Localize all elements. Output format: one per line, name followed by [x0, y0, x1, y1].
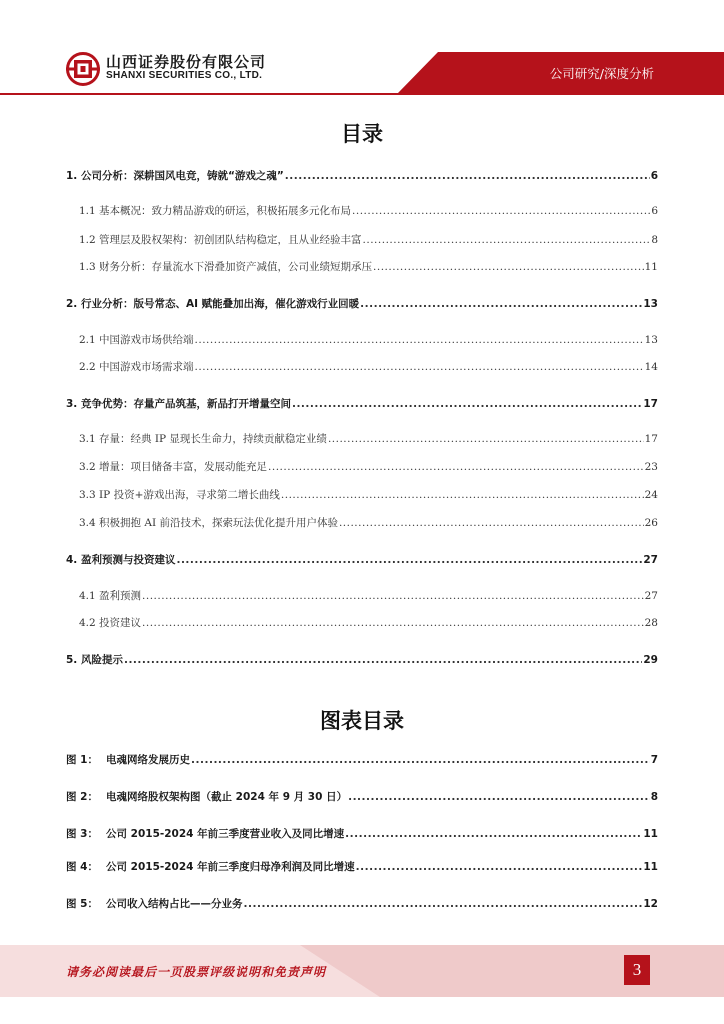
- toc-entry-label: 3.3 IP 投资+游戏出海，寻求第二增长曲线: [79, 489, 280, 501]
- disclaimer-text: 请务必阅读最后一页股票评级说明和免责声明: [66, 965, 327, 979]
- toc-entry-page: 17: [643, 398, 658, 410]
- dot-leader: [195, 361, 644, 373]
- dot-leader: [328, 433, 644, 445]
- dot-leader: [373, 261, 644, 273]
- section-label: 公司研究/深度分析: [549, 66, 654, 81]
- dot-leader: [191, 754, 650, 766]
- toc-entry[interactable]: [66, 296, 658, 311]
- toc-entry-label: 1. 公司分析：深耕国风电竞，铸就“游戏之魂”: [66, 170, 284, 182]
- toc-entry-page: 28: [644, 617, 658, 629]
- figure-entry-label: [66, 752, 190, 767]
- dot-leader: [345, 828, 642, 840]
- figure-entry-page: 11: [643, 828, 658, 840]
- figure-entry-page: 7: [650, 754, 658, 766]
- toc-entry-label: 4.1 盈利预测: [79, 590, 142, 602]
- toc-entry[interactable]: [66, 168, 658, 183]
- dot-leader: [244, 898, 643, 910]
- toc-entry-label: 2.2 中国游戏市场需求端: [79, 361, 194, 373]
- page-header: [0, 0, 724, 100]
- figure-number: 图 5：: [66, 898, 98, 910]
- toc-entry-label: 2.1 中国游戏市场供给端: [79, 334, 194, 346]
- company-name-cn: 山西证券股份有限公司: [106, 53, 267, 71]
- figure-title: 电魂网络股权架构图（截止 2024 年 9 月 30 日）: [106, 791, 348, 803]
- toc-entry-label: 2. 行业分析：版号常态、AI 赋能叠加出海，催化游戏行业回暖: [66, 298, 360, 310]
- toc-entry-page: 6: [650, 170, 658, 182]
- figure-entry-label: [66, 859, 355, 874]
- toc-entry[interactable]: [79, 232, 658, 247]
- figure-number: 图 3：: [66, 828, 98, 840]
- dot-leader: [352, 205, 650, 217]
- figure-entry[interactable]: [66, 789, 658, 804]
- company-logo-icon: [66, 52, 100, 86]
- toc-entry-page: 14: [644, 361, 658, 373]
- figure-number: 图 4：: [66, 861, 98, 873]
- figure-entry-label: [66, 789, 347, 804]
- toc-entry-page: 11: [644, 261, 658, 273]
- toc-entry[interactable]: [66, 396, 658, 411]
- toc-entry[interactable]: [79, 259, 658, 274]
- dot-leader: [360, 298, 642, 310]
- figure-entry-page: 11: [643, 861, 658, 873]
- toc-entry[interactable]: [79, 615, 658, 630]
- toc-entry[interactable]: [66, 552, 658, 567]
- figure-entry[interactable]: [66, 752, 658, 767]
- toc-entry-label: 3.4 积极拥抱 AI 前沿技术，探索玩法优化提升用户体验: [79, 517, 338, 529]
- toc-entry-page: 27: [644, 590, 658, 602]
- toc-entry-label: 1.3 财务分析：存量流水下滑叠加资产减值，公司业绩短期承压: [79, 261, 373, 273]
- toc-entry-page: 29: [643, 654, 658, 666]
- dot-leader: [176, 554, 642, 566]
- toc-entry-label: 4.2 投资建议: [79, 617, 142, 629]
- toc-entry-label: 4. 盈利预测与投资建议: [66, 554, 176, 566]
- dot-leader: [142, 590, 644, 602]
- dot-leader: [268, 461, 644, 473]
- figure-entry[interactable]: [66, 826, 658, 841]
- toc-entry-page: 13: [643, 298, 658, 310]
- toc-entry[interactable]: [79, 431, 658, 446]
- toc-entry-page: 23: [644, 461, 658, 473]
- figure-entry[interactable]: [66, 896, 658, 911]
- toc-entry-label: 5. 风险提示: [66, 654, 123, 666]
- toc-entry[interactable]: [79, 359, 658, 374]
- toc-entry[interactable]: [66, 652, 658, 667]
- toc-entry-page: 26: [644, 517, 658, 529]
- toc-entry-label: 1.1 基本概况：致力精品游戏的研运，积极拓展多元化布局: [79, 205, 352, 217]
- dot-leader: [339, 517, 644, 529]
- toc-entry[interactable]: [79, 588, 658, 603]
- toc-entry-label: 3. 竞争优势：存量产品筑基，新品打开增量空间: [66, 398, 291, 410]
- figure-title: 电魂网络发展历史: [106, 754, 190, 766]
- figure-entry-label: [66, 896, 243, 911]
- dot-leader: [281, 489, 644, 501]
- toc-entry-page: 17: [644, 433, 658, 445]
- toc-entry-page: 24: [644, 489, 658, 501]
- toc-entry-page: 6: [651, 205, 658, 217]
- toc-entry-page: 27: [643, 554, 658, 566]
- dot-leader: [285, 170, 650, 182]
- toc-entry-label: 3.1 存量：经典 IP 显现长生命力，持续贡献稳定业绩: [79, 433, 327, 445]
- figure-entry-label: [66, 826, 344, 841]
- figure-entry-page: 8: [650, 791, 658, 803]
- toc-entry[interactable]: [79, 515, 658, 530]
- toc-entry-page: 8: [651, 234, 658, 246]
- figure-number: 图 2：: [66, 791, 98, 803]
- toc-entry[interactable]: [79, 203, 658, 218]
- toc-entry-label: 3.2 增量：项目储备丰富，发展动能充足: [79, 461, 268, 473]
- dot-leader: [124, 654, 642, 666]
- toc-entry-page: 13: [644, 334, 658, 346]
- figures-title: 图表目录: [320, 709, 404, 733]
- toc-entry[interactable]: [79, 459, 658, 474]
- dot-leader: [348, 791, 650, 803]
- header-divider: [0, 93, 724, 95]
- toc-entry-label: 1.2 管理层及股权架构：初创团队结构稳定，且从业经验丰富: [79, 234, 362, 246]
- figure-number: 图 1：: [66, 754, 98, 766]
- company-name-en: SHANXI SECURITIES CO., LTD.: [106, 70, 263, 81]
- toc-entry[interactable]: [79, 332, 658, 347]
- figure-title: 公司 2015-2024 年前三季度营业收入及同比增速: [106, 828, 345, 840]
- figure-title: 公司 2015-2024 年前三季度归母净利润及同比增速: [106, 861, 355, 873]
- figure-entry-page: 12: [643, 898, 658, 910]
- dot-leader: [292, 398, 642, 410]
- figure-title: 公司收入结构占比——分业务: [106, 898, 243, 910]
- dot-leader: [142, 617, 644, 629]
- dot-leader: [195, 334, 644, 346]
- dot-leader: [356, 861, 643, 873]
- figure-entry[interactable]: [66, 859, 658, 874]
- page-number: 3: [624, 955, 650, 985]
- toc-entry[interactable]: [79, 487, 658, 502]
- page-footer: [0, 945, 724, 997]
- toc-title: 目录: [341, 122, 383, 146]
- dot-leader: [363, 234, 651, 246]
